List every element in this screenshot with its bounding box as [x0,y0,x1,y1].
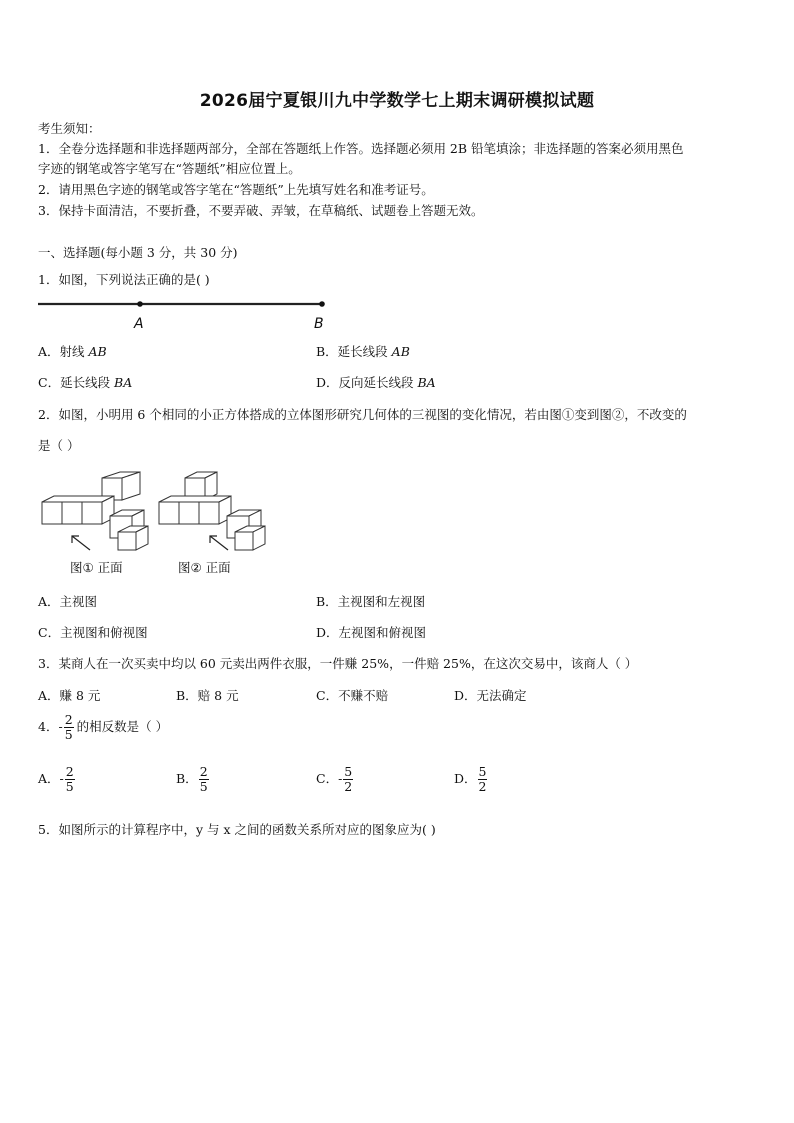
q4-option-b[interactable] [176,765,212,794]
q1-option-c[interactable] [38,375,132,391]
option-var: BA [417,375,436,390]
q2-option-a[interactable]: A．主视图 [38,594,98,609]
q2-stem-line2: 是（ ） [38,438,80,453]
notice-item-2: 2．请用黑色字迹的钢笔或答字笔在“答题纸”上先填写姓名和准考证号。 [38,182,434,197]
point-b-dot [319,301,325,307]
q3-option-c[interactable]: C．不赚不赔 [316,688,389,703]
fraction-denominator: 5 [64,727,73,742]
q2-option-d[interactable]: D．左视图和俯视图 [316,625,427,640]
option-var: AB [391,344,410,359]
q4-suffix: 的相反数是（ ） [76,719,169,734]
q1-line-figure [36,294,336,334]
q4-option-d[interactable] [454,765,490,794]
notice-heading: 考生须知： [38,121,101,136]
view-arrow-2 [204,532,234,554]
option-var: BA [114,375,133,390]
fraction-numerator: 2 [199,764,208,779]
q4-stem [38,713,168,742]
view-arrow-1 [66,532,96,554]
fraction-denominator: 2 [344,779,353,794]
q3-option-b[interactable]: B．赔 8 元 [176,688,239,703]
fraction-numerator: 2 [65,764,74,779]
q4-prefix: 4．- [38,719,63,734]
q2-stem-line1: 2．如图，小明用 6 个相同的小正方体搭成的立体图形研究几何体的三视图的变化情况，若由图①变到图②，不改变的 [38,407,687,422]
point-a-dot [137,301,143,307]
fig1-caption: 图① 正面 [70,560,123,575]
fraction-denominator: 2 [478,779,487,794]
q3-option-d[interactable]: D．无法确定 [454,688,527,703]
option-label: B． [176,771,198,786]
q1-option-b[interactable] [316,344,410,360]
option-label: D．反向延长线段 [316,375,418,390]
option-label: D． [454,771,477,786]
fraction-numerator: 5 [344,764,353,779]
notice-item-3: 3．保持卡面清洁，不要折叠，不要弄破、弄皱，在草稿纸、试题卷上答题无效。 [38,203,484,218]
option-fraction [343,765,353,794]
option-var: AB [88,344,107,359]
q1-option-a[interactable] [38,344,107,360]
option-label: C．- [316,771,343,786]
option-label: C．延长线段 [38,375,115,390]
option-label: B．延长线段 [316,344,392,359]
option-fraction [478,765,488,794]
q3-option-a[interactable]: A．赚 8 元 [38,688,101,703]
q2-option-c[interactable]: C．主视图和俯视图 [38,625,148,640]
point-a-label: A [134,316,144,332]
notice-item-1: 1．全卷分选择题和非选择题两部分，全部在答题纸上作答。选择题必须用 2B 铅笔填涂；非选择题的答案必须用黑色 [38,141,684,156]
q1-option-d[interactable] [316,375,436,391]
q1-stem: 1．如图，下列说法正确的是( ) [38,272,210,287]
section-heading: 一、选择题(每小题 3 分，共 30 分) [38,245,238,260]
fig2-caption: 图② 正面 [178,560,231,575]
fraction-numerator: 2 [64,712,73,727]
point-b-label: B [314,316,324,332]
option-label: A．- [38,771,64,786]
option-fraction [199,765,209,794]
notice-item-1-cont: 字迹的钢笔或答字笔写在“答题纸”相应位置上。 [38,161,301,176]
option-label: A．射线 [38,344,89,359]
q4-option-c[interactable] [316,765,356,794]
q3-stem: 3．某商人在一次买卖中均以 60 元卖出两件衣服，一件赚 25%，一件赔 25%，在这次交易中，该商人（ ） [38,656,638,671]
fraction-numerator: 5 [478,764,487,779]
option-fraction [65,765,75,794]
q4-fraction [64,713,74,742]
fraction-denominator: 5 [199,779,208,794]
q5-stem: 5．如图所示的计算程序中，y 与 x 之间的函数关系所对应的图象应为( ) [38,822,436,837]
q2-option-b[interactable]: B．主视图和左视图 [316,594,426,609]
exam-title: 2026届宁夏银川九中学数学七上期末调研模拟试题 [199,91,595,111]
q4-option-a[interactable] [38,765,78,794]
fraction-denominator: 5 [65,779,74,794]
